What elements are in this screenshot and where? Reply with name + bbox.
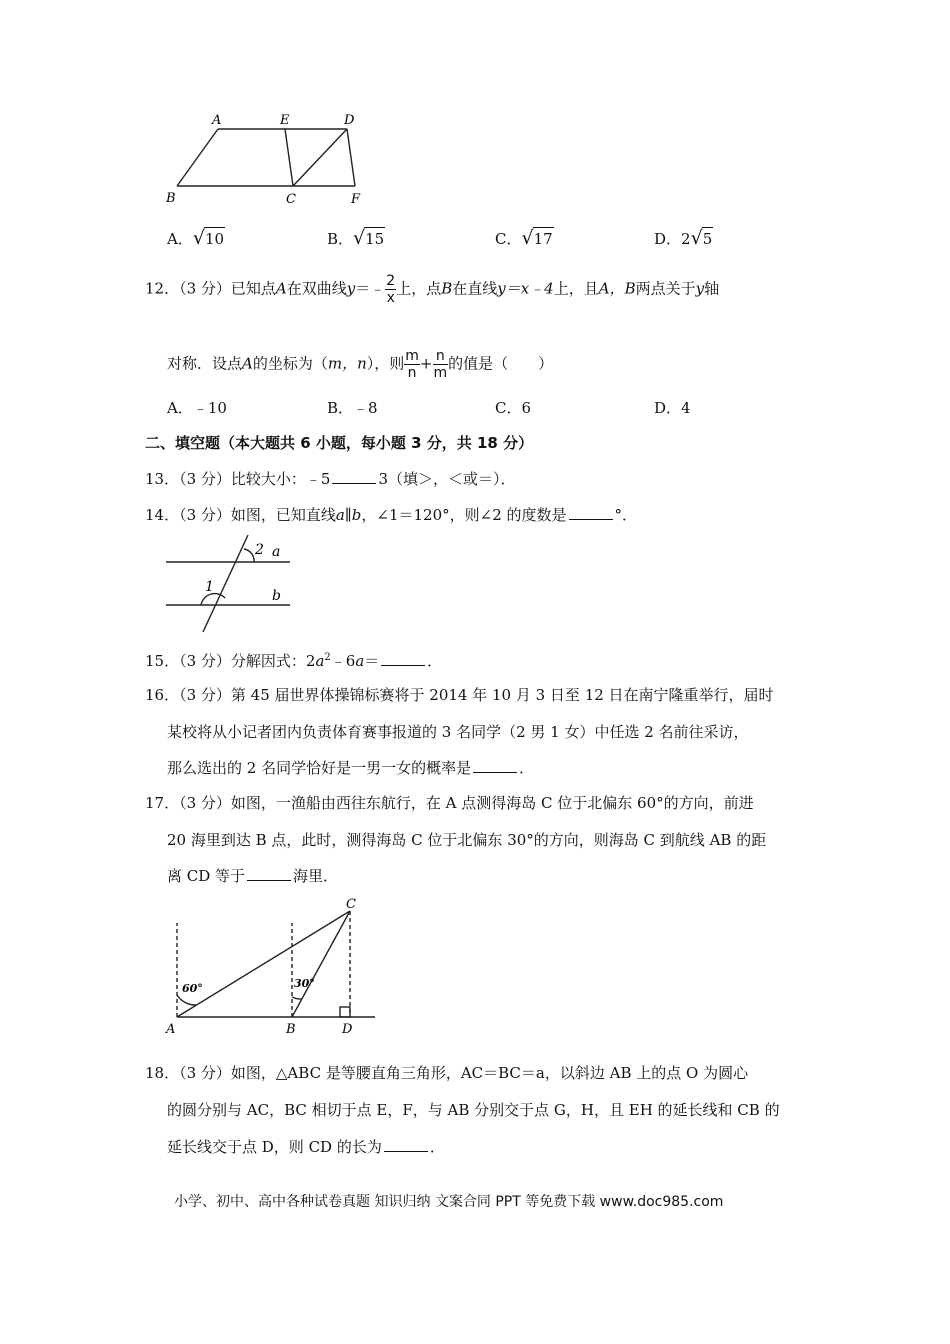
q14-text: 14．（3 分）如图，已知直线a∥b，∠1＝120°，则∠2 的度数是 °． — [145, 506, 638, 524]
fraction-2-over-x: $\frac{2}{x}$ — [386, 273, 396, 306]
q12-option-c: C．6 — [495, 399, 532, 417]
q17-line3: 离 CD 等于 海里． — [167, 867, 339, 885]
q13-text: 13．（3 分）比较大小：﹣5 3（填＞，＜或＝）． — [145, 470, 516, 488]
label-B: B — [166, 191, 176, 206]
label-C: C — [286, 192, 296, 207]
label-angle-1: 1 — [205, 579, 214, 595]
label-D: D — [342, 1022, 353, 1037]
q18-line3: 延长线交于点 D，则 CD 的长为 ． — [167, 1138, 445, 1156]
q11-option-b: B．√15 — [327, 227, 385, 249]
q16-line2: 某校将从小记者团内负责体育赛事报道的 3 名同学（2 男 1 女）中任选 2 名前往采访， — [167, 723, 749, 741]
q12-line2: 对称．设点A的坐标为（m，n），则 $\frac{m}{n}$ + $\frac{n}{m}$ 的值是（ ） — [167, 348, 554, 381]
figure-q11-parallelogram — [160, 110, 390, 210]
answer-blank — [569, 505, 613, 520]
q11-option-c: C．√17 — [495, 227, 553, 249]
fraction-m-over-n: $\frac{m}{n}$ — [405, 348, 419, 381]
section-2-heading: 二、填空题（本大题共 6 小题，每小题 3 分，共 18 分） — [145, 434, 534, 452]
label-F: F — [351, 192, 361, 207]
label-C: C — [346, 897, 356, 912]
label-line-b: b — [272, 588, 281, 604]
figure-q14-parallel-lines — [160, 535, 300, 635]
q16-line3: 那么选出的 2 名同学恰好是一男一女的概率是 ． — [167, 759, 535, 777]
label-A: A — [166, 1022, 176, 1037]
figure-q17-ship-bearing — [160, 895, 390, 1040]
q12-option-d: D．4 — [654, 399, 691, 417]
q18-line2: 的圆分别与 AC，BC 相切于点 E，F，与 AB 分别交于点 G，H，且 EH 的延长线和 CB 的 — [167, 1101, 780, 1119]
q16-line1: 16．（3 分）第 45 届世界体操锦标赛将于 2014 年 10 月 3 日至 12 日在南宁隆重举行，届时 — [145, 686, 774, 704]
q17-line1: 17．（3 分）如图，一渔船由西往东航行，在 A 点测得海岛 C 位于北偏东 60°的方向，前进 — [145, 794, 754, 812]
answer-blank — [381, 651, 425, 666]
label-angle-60: 60° — [182, 982, 203, 995]
page-footer: 小学、初中、高中各种试卷真题 知识归纳 文案合同 PPT 等免费下载 www.doc985.com — [174, 1194, 724, 1210]
answer-blank — [247, 866, 291, 881]
answer-blank — [473, 758, 517, 773]
label-line-a: a — [272, 544, 281, 560]
label-E: E — [280, 113, 290, 128]
q11-option-d: D．2√5 — [654, 227, 713, 249]
q17-line2: 20 海里到达 B 点，此时，测得海岛 C 位于北偏东 30°的方向，则海岛 C 到航线 AB 的距 — [167, 831, 767, 849]
answer-blank — [384, 1137, 428, 1152]
fraction-n-over-m: $\frac{n}{m}$ — [433, 348, 448, 381]
label-B: B — [286, 1022, 296, 1037]
label-angle-2: 2 — [255, 542, 264, 558]
q18-line1: 18．（3 分）如图，△ABC 是等腰直角三角形，AC＝BC＝a，以斜边 AB 上的点 O 为圆心 — [145, 1064, 749, 1082]
q12-line1: 12．（3 分）已知点A在双曲线y＝﹣ $\frac{2}{x}$ 上，点B在直线y＝x﹣4上，且A，B两点关于y轴 — [145, 273, 720, 306]
label-angle-30: 30° — [294, 977, 315, 990]
q12-option-b: B．﹣8 — [327, 399, 378, 417]
answer-blank — [332, 469, 376, 484]
label-D: D — [344, 113, 355, 128]
q12-option-a: A．﹣10 — [167, 399, 227, 417]
q11-option-a: A．√10 — [167, 227, 225, 249]
label-A: A — [212, 113, 222, 128]
q15-text: 15．（3 分）分解因式：$2a^2﹣6a=$ ． — [145, 652, 443, 670]
